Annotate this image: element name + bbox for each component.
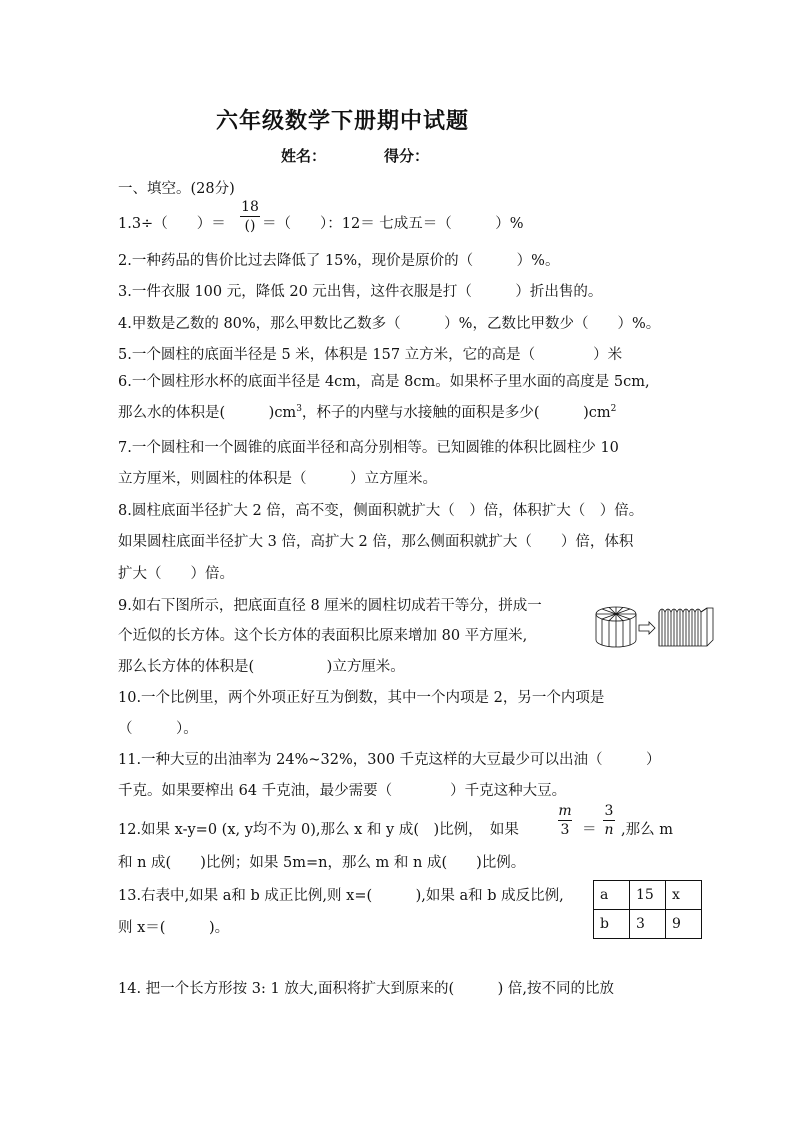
ratio-table (593, 880, 702, 939)
cylinder-icon (596, 607, 636, 647)
q10-line-2: （ ）。 (118, 721, 198, 737)
table-cell: a (594, 881, 630, 910)
q9-line-3: 那么长方体的体积是( )立方厘米。 (118, 659, 405, 675)
cuboid-icon (659, 608, 713, 646)
q6-line-2 (118, 401, 616, 422)
q12-line-1-b: ,那么 m (621, 822, 673, 838)
q1-part-a: 1.3÷（ ）＝ (118, 216, 226, 232)
table-row (594, 881, 702, 910)
table-cell: 15 (630, 881, 666, 910)
q12-f2-denominator: n (604, 822, 614, 838)
question-5: 5.一个圆柱的底面半径是 5 米，体积是 157 立方米，它的高是（ ）米 (118, 347, 623, 363)
q12-equals: ＝ (582, 822, 597, 838)
table-row (594, 910, 702, 939)
page-title: 六年级数学下册期中试题 (216, 108, 470, 134)
arrow-right-icon (639, 622, 655, 634)
q8-line-2: 如果圆柱底面半径扩大 3 倍，高扩大 2 倍，那么侧面积就扩大（ ）倍，体积 (118, 534, 634, 550)
q1-fraction-denominator: () (244, 218, 256, 234)
table-cell: x (666, 881, 702, 910)
question-14: 14. 把一个长方形按 3: 1 放大,面积将扩大到原来的( ) 倍,按不同的比放 (118, 981, 614, 997)
cylinder-to-cuboid-figure (594, 602, 716, 650)
q12-fraction-1 (558, 803, 572, 838)
q1-part-b: ＝（ ）：12＝ 七成五＝（ ）% (262, 216, 524, 232)
q9-line-1: 9.如右下图所示，把底面直径 8 厘米的圆柱切成若干等分，拼成一 (118, 598, 542, 614)
q12-f1-denominator: 3 (560, 822, 570, 838)
name-label: 姓名： (281, 147, 327, 165)
score-label: 得分： (384, 147, 430, 165)
q7-line-2: 立方厘米，则圆柱的体积是（ ）立方厘米。 (118, 471, 437, 487)
section-heading: 一、填空。(28分) (118, 181, 235, 197)
q6-sup-1: 3 (296, 404, 302, 415)
q1-fraction (240, 199, 260, 234)
q12-f1-numerator: m (558, 803, 572, 819)
q7-line-1: 7.一个圆柱和一个圆锥的底面半径和高分别相等。已知圆锥的体积比圆柱少 10 (118, 440, 619, 456)
q12-line-2: 和 n 成( )比例；如果 5m=n，那么 m 和 n 成( )比例。 (118, 855, 526, 871)
table-cell: 9 (666, 910, 702, 939)
question-4: 4.甲数是乙数的 80%，那么甲数比乙数多（ ）%，乙数比甲数少（ ）%。 (118, 316, 661, 332)
q12-fraction-2 (603, 803, 615, 838)
q12-f2-numerator: 3 (604, 803, 614, 819)
question-2: 2.一种药品的售价比过去降低了 15%，现价是原价的（ ）%。 (118, 253, 560, 269)
q6-sup-2: 2 (610, 404, 617, 415)
table-cell: 3 (630, 910, 666, 939)
q11-line-1: 11.一种大豆的出油率为 24%~32%，300 千克这样的大豆最少可以出油（ ） (118, 752, 661, 768)
q9-line-2: 个近似的长方体。这个长方体的表面积比原来增加 80 平方厘米, (118, 628, 528, 644)
q13-line-1: 13.右表中,如果 a和 b 成正比例,则 x=( ),如果 a和 b 成反比例, (118, 888, 564, 904)
q6-line-2-a: 那么水的体积是( )cm (118, 405, 297, 421)
q8-line-1: 8.圆柱底面半径扩大 2 倍，高不变，侧面积就扩大（ ）倍，体积扩大（ ）倍。 (118, 503, 644, 519)
question-3: 3.一件衣服 100 元，降低 20 元出售，这件衣服是打（ ）折出售的。 (118, 284, 603, 300)
q1-fraction-numerator: 18 (241, 199, 259, 215)
q13-line-2: 则 x＝( )。 (118, 920, 230, 936)
table-cell: b (594, 910, 630, 939)
q11-line-2: 千克。如果要榨出 64 千克油，最少需要（ ）千克这种大豆。 (118, 783, 567, 799)
q6-line-2-b: ，杯子的内壁与水接触的面积是多少( )cm (301, 405, 611, 421)
q12-line-1-a: 12.如果 x-y=0 (x, y均不为 0),那么 x 和 y 成( )比例， 如果 (118, 822, 519, 838)
q10-line-1: 10.一个比例里，两个外项正好互为倒数，其中一个内项是 2，另一个内项是 (118, 690, 605, 706)
q6-line-1: 6.一个圆柱形水杯的底面半径是 4cm，高是 8cm。如果杯子里水面的高度是 5cm, (118, 374, 650, 390)
q8-line-3: 扩大（ ）倍。 (118, 566, 234, 582)
